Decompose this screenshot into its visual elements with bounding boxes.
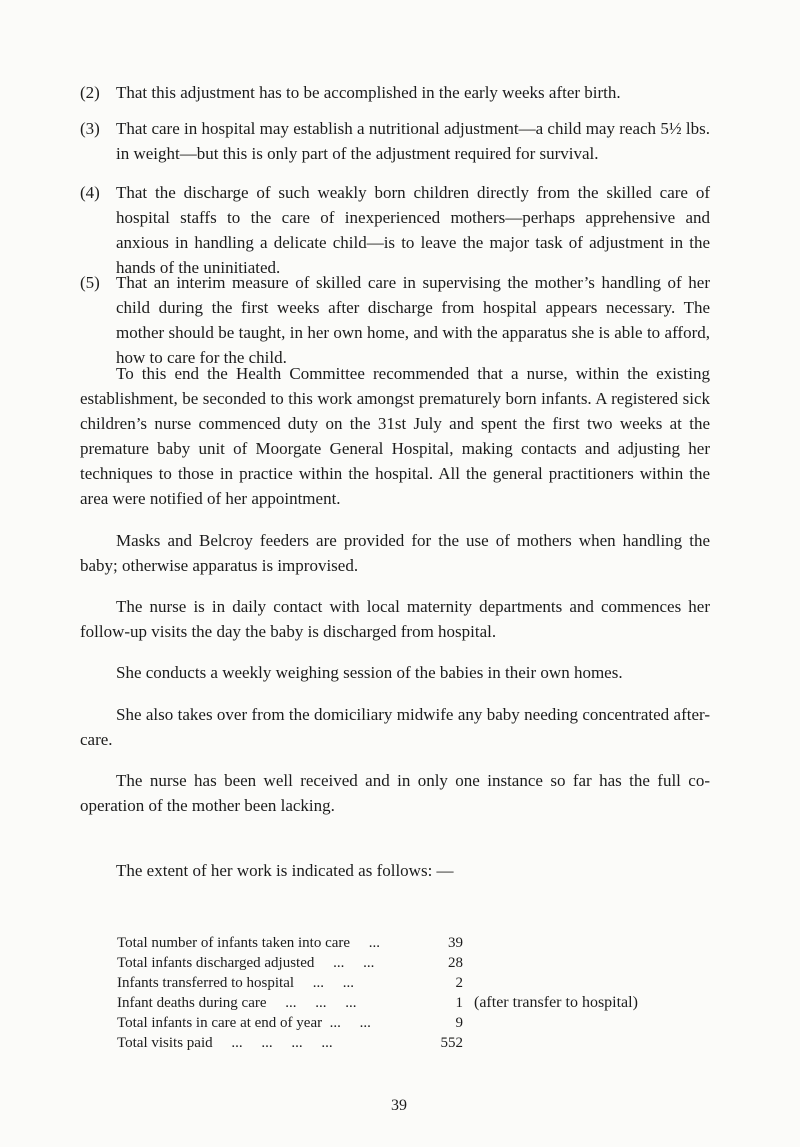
paragraph-daily-contact: The nurse is in daily contact with local maternity departments and commences her follow-up visits the day the baby is discharged from hospital. xyxy=(80,597,710,641)
stat-label: Total infants in care at end of year ... ... xyxy=(117,1015,371,1031)
item-text: That this adjustment has to be accomplished in the early weeks after birth. xyxy=(116,83,621,102)
list-item-2 xyxy=(80,80,710,105)
item-text: That the discharge of such weakly born children directly from the skilled care of hospital staffs to the care of inexperienced mothers—perhaps apprehensive and anxious in handling a delicate child—is to leave the major task of adjustment in the hands of the uninitiated. xyxy=(116,183,710,277)
stat-value: 1 xyxy=(455,995,463,1011)
page-number: 39 xyxy=(391,1097,407,1114)
item-number: (5) xyxy=(80,273,100,292)
paragraph-weighing: She conducts a weekly weighing session of the babies in their own homes. xyxy=(116,663,623,682)
stat-label: Infant deaths during care ... ... ... xyxy=(117,995,357,1011)
table-row xyxy=(117,993,717,1013)
stat-value: 28 xyxy=(448,955,463,971)
item-number: (2) xyxy=(80,83,100,102)
paragraph-apparatus: Masks and Belcroy feeders are provided for the use of mothers when handling the baby; otherwise apparatus is improvised. xyxy=(80,531,710,575)
stat-value: 552 xyxy=(440,1035,463,1051)
stat-note: (after transfer to hospital) xyxy=(474,994,638,1011)
stat-value: 9 xyxy=(455,1015,463,1031)
table-row xyxy=(117,1013,717,1033)
stat-value: 2 xyxy=(455,975,463,991)
item-text: That an interim measure of skilled care in supervising the mother’s handling of her child during the first weeks after discharge from hospital appears necessary. The mother should be taught, in her own home, and with the apparatus she is able to afford, how to care for the child. xyxy=(116,273,710,367)
item-text: That care in hospital may establish a nutritional adjustment—a child may reach 5½ lbs. in weight—but this is only part of the adjustment required for survival. xyxy=(116,119,710,163)
stat-label: Total visits paid ... ... ... ... xyxy=(117,1035,333,1051)
stat-value: 39 xyxy=(448,935,463,951)
list-item-5 xyxy=(80,270,710,370)
list-item-4 xyxy=(80,180,710,280)
item-number: (3) xyxy=(80,119,100,138)
list-item-3 xyxy=(80,116,710,166)
item-number: (4) xyxy=(80,183,100,202)
table-row xyxy=(117,973,717,993)
stat-label: Infants transferred to hospital ... ... xyxy=(117,975,355,991)
paragraph-nurse-appointment: To this end the Health Committee recommended that a nurse, within the existing establishment, be seconded to this work amongst prematurely born infants. A registered sick children’s nurse commenced duty on the 31st July and spent the first two weeks at the premature baby unit of Moorgate General Hospital, making contacts and adjusting her techniques to those in practice within the hospital. All the general practitioners within the area were notified of her appointment. xyxy=(80,364,710,508)
table-row xyxy=(117,933,717,953)
paragraph-after-care: She also takes over from the domiciliary midwife any baby needing concentrated after-care. xyxy=(80,705,710,749)
paragraph-cooperation: The nurse has been well received and in only one instance so far has the full co-operation of the mother been lacking. xyxy=(80,771,710,815)
stat-label: Total infants discharged adjusted ... ... xyxy=(117,955,375,971)
table-row xyxy=(117,1033,717,1053)
paragraph-extent-intro: The extent of her work is indicated as follows: — xyxy=(116,861,454,880)
statistics-table xyxy=(117,933,717,1053)
table-row xyxy=(117,953,717,973)
stat-label: Total number of infants taken into care ... xyxy=(117,935,381,951)
